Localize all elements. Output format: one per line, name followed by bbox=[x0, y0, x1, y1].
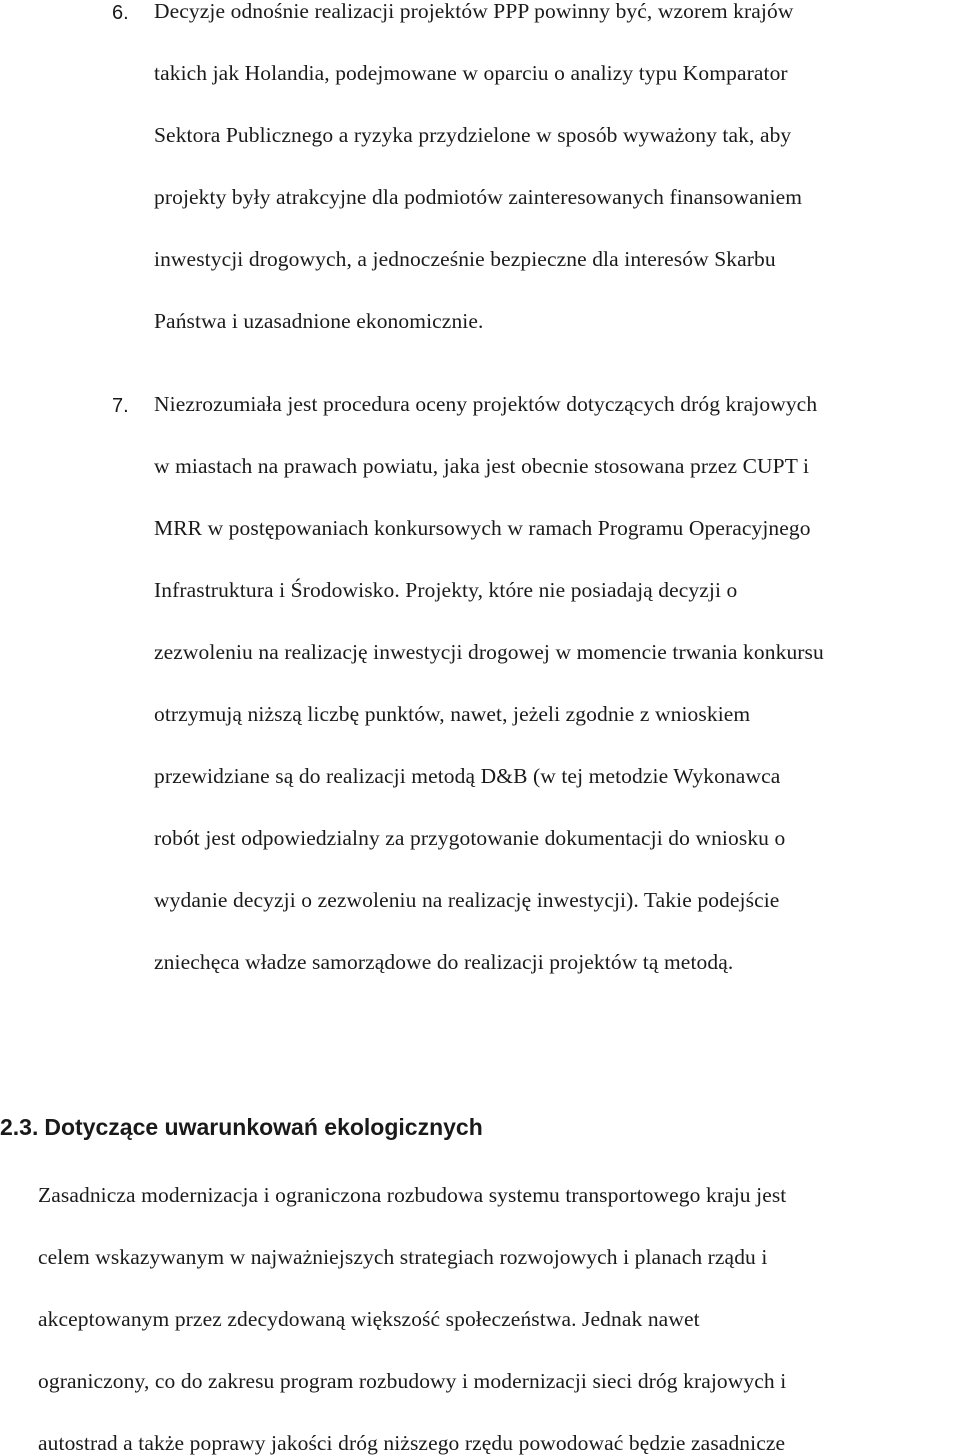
paragraph-line: robót jest odpowiedzialny za przygotowanie dokumentacji do wniosku o bbox=[154, 826, 786, 850]
paragraph-line: Decyzje odnośnie realizacji projektów PPP powinny być, wzorem krajów bbox=[154, 0, 794, 23]
paragraph-line: przewidziane są do realizacji metodą D&B (w tej metodzie Wykonawca bbox=[154, 764, 781, 788]
paragraph-line: Infrastruktura i Środowisko. Projekty, które nie posiadają decyzji o bbox=[154, 578, 738, 602]
paragraph-line: celem wskazywanym w najważniejszych strategiach rozwojowych i planach rządu i bbox=[38, 1245, 768, 1269]
paragraph-line: zniechęca władze samorządowe do realizacji projektów tą metodą. bbox=[154, 950, 734, 974]
section-heading bbox=[0, 1113, 483, 1141]
paragraph-line: zezwoleniu na realizację inwestycji drogowej w momencie trwania konkursu bbox=[154, 640, 824, 664]
paragraph-line: akceptowanym przez zdecydowaną większość społeczeństwa. Jednak nawet bbox=[38, 1307, 700, 1331]
section-title: Dotyczące uwarunkowań ekologicznych bbox=[44, 1114, 483, 1140]
paragraph-line: projekty były atrakcyjne dla podmiotów zainteresowanych finansowaniem bbox=[154, 185, 803, 209]
paragraph-line: inwestycji drogowych, a jednocześnie bezpieczne dla interesów Skarbu bbox=[154, 247, 776, 271]
item-number: 6. bbox=[112, 2, 129, 24]
paragraph-line: autostrad a także poprawy jakości dróg niższego rzędu powodować będzie zasadnicze bbox=[38, 1431, 786, 1455]
paragraph-line: otrzymują niższą liczbę punktów, nawet, jeżeli zgodnie z wnioskiem bbox=[154, 702, 751, 726]
section-number: 2.3. bbox=[0, 1114, 39, 1140]
paragraph-line: takich jak Holandia, podejmowane w oparciu o analizy typu Komparator bbox=[154, 61, 788, 85]
paragraph-line: Niezrozumiała jest procedura oceny projektów dotyczących dróg krajowych bbox=[154, 392, 818, 416]
paragraph-line: Sektora Publicznego a ryzyka przydzielone w sposób wyważony tak, aby bbox=[154, 123, 792, 147]
paragraph-line: w miastach na prawach powiatu, jaka jest obecnie stosowana przez CUPT i bbox=[154, 454, 810, 478]
item-number: 7. bbox=[112, 395, 129, 417]
paragraph-line: Państwa i uzasadnione ekonomicznie. bbox=[154, 309, 484, 333]
paragraph-line: Zasadnicza modernizacja i ograniczona rozbudowa systemu transportowego kraju jest bbox=[38, 1183, 787, 1207]
paragraph-line: MRR w postępowaniach konkursowych w ramach Programu Operacyjnego bbox=[154, 516, 811, 540]
paragraph-line: wydanie decyzji o zezwoleniu na realizację inwestycji). Takie podejście bbox=[154, 888, 780, 912]
paragraph-line: ograniczony, co do zakresu program rozbudowy i modernizacji sieci dróg krajowych i bbox=[38, 1369, 787, 1393]
